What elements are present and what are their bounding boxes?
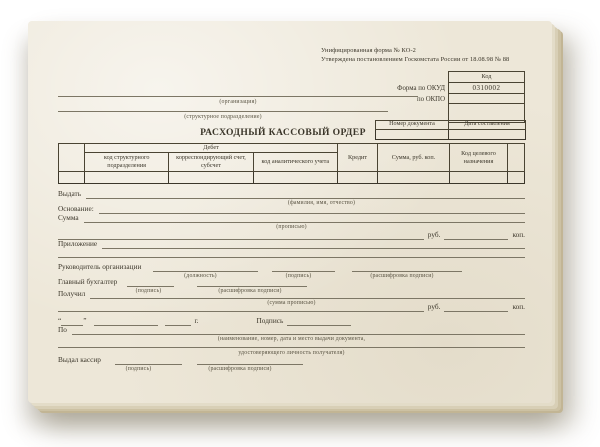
- accountant-name-line: [197, 277, 307, 287]
- approval-line-2: Утверждена постановлением Госкомстата России от 18.08.98 № 88: [321, 56, 510, 63]
- corr-account-header-cell: корреспондирующий счет, субсчет: [169, 153, 253, 172]
- id-document-caption-1: (наименование, номер, дата и место выдачи документа,: [217, 336, 366, 342]
- id-document-line: [72, 325, 525, 335]
- purpose-code-header-cell: Код целевого назначения: [450, 144, 508, 172]
- code-table: [448, 71, 525, 123]
- accounting-table: [58, 143, 525, 184]
- cash-order-form-sheet: [28, 21, 552, 403]
- cashier-label: Выдал кассир: [58, 355, 101, 364]
- director-name-caption: (расшифровка подписи): [370, 273, 434, 279]
- table-data-cell: [378, 172, 450, 184]
- rub-label-2: руб.: [427, 302, 441, 311]
- issue-to-row: [58, 189, 525, 199]
- amount-row: [58, 213, 525, 223]
- accountant-name-caption: (расшифровка подписи): [218, 288, 282, 294]
- director-row: [58, 262, 525, 272]
- accountant-signature-caption: (подпись): [135, 288, 162, 294]
- doc-number-cell: [376, 130, 449, 140]
- received-label: Получил: [58, 289, 86, 298]
- id-document-continuation-line: [58, 339, 525, 348]
- unit-line: [58, 104, 388, 112]
- basis-label: Основание:: [58, 204, 94, 213]
- cashier-signature-caption: (подпись): [125, 366, 152, 372]
- received-rub-line: [58, 302, 424, 312]
- empty-corner-cell: [59, 144, 85, 172]
- doc-date-header: Дата составления: [449, 121, 526, 130]
- form-approval-note: [321, 46, 531, 64]
- id-document-row: [58, 325, 525, 335]
- cashier-name-caption: (расшифровка подписи): [208, 366, 272, 372]
- unit-code-header-cell: код структурного подразделения: [85, 153, 169, 172]
- director-position-caption: (должность): [184, 273, 217, 279]
- approval-line-1: Унифицированная форма № КО-2: [321, 47, 416, 54]
- unit-caption: (структурное подразделение): [184, 114, 262, 120]
- table-data-cell: [450, 172, 508, 184]
- attachment-line: [102, 239, 525, 249]
- close-quote: ”: [83, 316, 87, 325]
- organization-caption: (организация): [219, 99, 257, 105]
- doc-number-table: [375, 120, 526, 140]
- amount-caption: (прописью): [276, 224, 307, 230]
- cashier-name-line: [197, 355, 303, 365]
- table-data-cell: [253, 172, 337, 184]
- table-data-cell: [85, 172, 169, 184]
- received-line: [90, 289, 525, 299]
- table-data-cell: [169, 172, 253, 184]
- attachment-label: Приложение: [58, 239, 98, 248]
- director-position-line: [153, 262, 258, 272]
- okud-label: Форма по ОКУД: [397, 85, 445, 92]
- issue-to-caption: (фамилия, имя, отчество): [287, 200, 356, 206]
- sum-header-cell: Сумма, руб. коп.: [378, 144, 450, 172]
- organization-line: [58, 89, 418, 97]
- director-signature-line: [272, 262, 335, 272]
- doc-number-header: Номер документа: [376, 121, 449, 130]
- okud-code-value: 0310002: [449, 83, 525, 94]
- table-data-cell: [338, 172, 378, 184]
- analytic-code-header-cell: код аналитического учета: [253, 153, 337, 172]
- kop-label-2: коп.: [512, 302, 525, 311]
- rub-kop-row-2: [58, 302, 525, 312]
- open-quote: “: [58, 316, 62, 325]
- doc-date-cell: [449, 130, 526, 140]
- empty-last-header-cell: [508, 144, 525, 172]
- director-label: Руководитель организации: [58, 262, 142, 271]
- received-caption: (сумма прописью): [267, 300, 316, 306]
- podpis-label: Подпись: [256, 316, 284, 325]
- id-document-caption-2: удостоверяющего личность получателя): [238, 350, 345, 356]
- credit-header-cell: Кредит: [338, 144, 378, 172]
- table-data-cell: [59, 172, 85, 184]
- director-signature-caption: (подпись): [285, 273, 312, 279]
- okpo-label: по ОКПО: [417, 96, 445, 103]
- amount-line: [84, 213, 525, 223]
- year-label: г.: [194, 316, 199, 325]
- accountant-row: [58, 277, 525, 287]
- rub-label: руб.: [427, 230, 441, 239]
- kop-line-2: [444, 302, 508, 312]
- accountant-label: Главный бухгалтер: [58, 277, 118, 286]
- table-data-cell: [508, 172, 525, 184]
- kop-label: коп.: [512, 230, 525, 239]
- director-name-line: [352, 262, 462, 272]
- cashier-signature-line: [115, 355, 182, 365]
- received-row: [58, 289, 525, 299]
- issue-to-line: [86, 189, 525, 199]
- code-header-cell: Код: [449, 72, 525, 83]
- okpo-code-cell: [449, 94, 525, 104]
- attachment-continuation-line: [58, 249, 525, 258]
- issue-to-label: Выдать: [58, 189, 82, 198]
- form-title: РАСХОДНЫЙ КАССОВЫЙ ОРДЕР: [200, 127, 366, 138]
- accountant-signature-line: [127, 277, 174, 287]
- amount-label: Сумма: [58, 213, 79, 222]
- cashier-row: [58, 355, 525, 365]
- attachment-row: [58, 239, 525, 249]
- po-label: По: [58, 325, 67, 334]
- debit-header-cell: Дебет: [85, 144, 338, 153]
